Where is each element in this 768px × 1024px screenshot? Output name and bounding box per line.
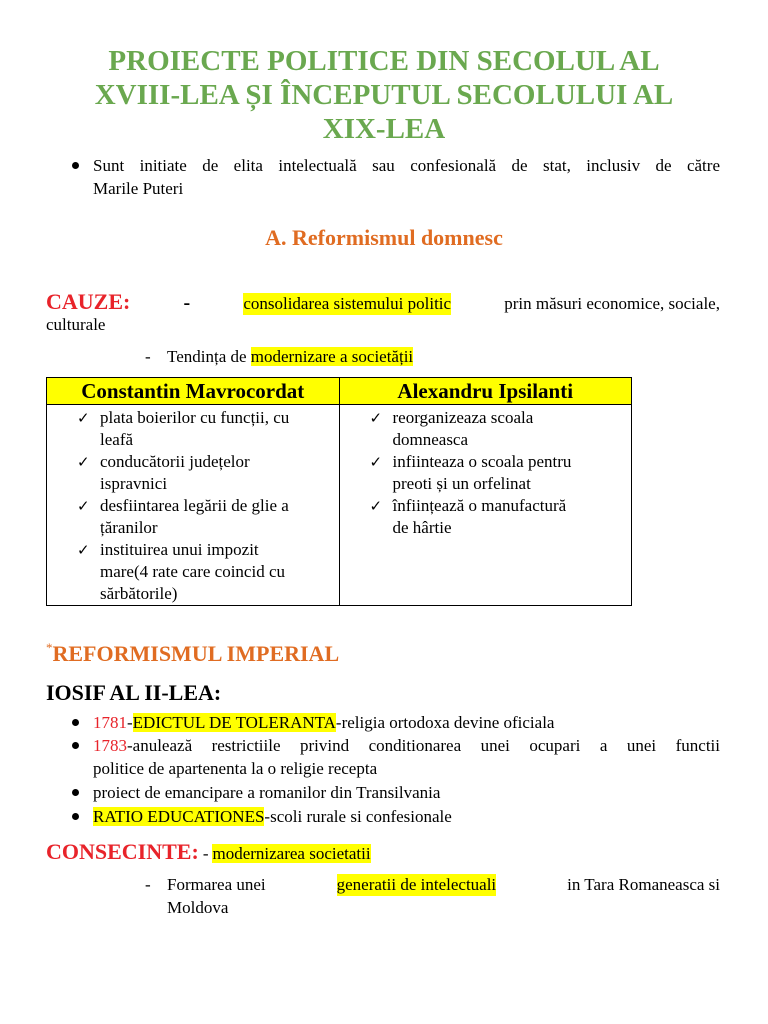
list-item-text: leafă bbox=[100, 430, 134, 449]
item-text: -scoli rurale si confesionale bbox=[264, 807, 452, 826]
ipsilanti-list bbox=[340, 407, 632, 539]
title-line-1: PROIECTE POLITICE DIN SECOLUL AL bbox=[108, 45, 660, 77]
checkmark-icon: ✓ bbox=[369, 497, 383, 515]
table-header-row bbox=[47, 378, 632, 405]
checkmark-icon: ✓ bbox=[77, 497, 90, 515]
edict-highlight: EDICTUL DE TOLERANTA bbox=[132, 713, 336, 732]
dash: - bbox=[127, 713, 133, 732]
cauze-dash: - bbox=[183, 292, 191, 314]
item-text: -religia ortodoxa devine oficiala bbox=[335, 713, 555, 732]
list-item-text: infiinteaza o scoala pentru bbox=[392, 452, 572, 471]
iosif-heading: IOSIF AL II-LEA: bbox=[46, 680, 222, 705]
list-item bbox=[47, 407, 339, 451]
item-text: -anulează restrictiile privind conditionarea unei ocupari a unei functii bbox=[127, 736, 720, 755]
list-item bbox=[340, 451, 632, 495]
title-line-2: XVIII-LEA ȘI ÎNCEPUTUL SECOLULUI AL bbox=[94, 79, 674, 111]
checkmark-icon: ✓ bbox=[369, 409, 383, 427]
section-a-heading: A. Reformismul domnesc bbox=[265, 225, 503, 250]
comparison-table bbox=[46, 377, 632, 606]
cauze-rest: prin măsuri economice, sociale, bbox=[504, 294, 720, 313]
consecinte-highlight: modernizarea societatii bbox=[212, 844, 371, 863]
iosif-item-1 bbox=[93, 712, 554, 734]
list-item-text: de hârtie bbox=[392, 518, 452, 537]
intro-line-1: Sunt initiate de elita intelectuală sau confesională de stat, inclusiv de către bbox=[93, 156, 720, 175]
mavrocordat-list bbox=[47, 407, 339, 605]
iosif-item-2 bbox=[93, 735, 720, 757]
bullet-dot-icon bbox=[72, 719, 79, 726]
checkmark-icon: ✓ bbox=[77, 409, 90, 427]
cauze-label: CAUZE: bbox=[46, 289, 131, 314]
list-item bbox=[47, 539, 339, 605]
cauze-item bbox=[167, 346, 413, 368]
bullet-dot-icon bbox=[72, 162, 79, 169]
table-header-mavrocordat: Constantin Mavrocordat bbox=[47, 378, 340, 405]
list-item bbox=[340, 495, 632, 539]
bullet-dot-icon bbox=[72, 813, 79, 820]
bullet-dot-icon bbox=[72, 742, 79, 749]
imperial-heading bbox=[46, 640, 339, 668]
generatii-highlight: generatii de intelectuali bbox=[336, 875, 497, 894]
consecinte-line bbox=[46, 838, 371, 866]
dash: - bbox=[202, 844, 209, 863]
list-item-text: desfiintarea legării de glie a bbox=[100, 496, 289, 515]
asterisk: * bbox=[46, 640, 53, 655]
table-header-ipsilanti: Alexandru Ipsilanti bbox=[339, 378, 632, 405]
cauze-line-2: culturale bbox=[46, 315, 106, 334]
year-1781: 1781 bbox=[93, 713, 127, 732]
intro-line-2: Marile Puteri bbox=[93, 179, 184, 198]
checkmark-icon: ✓ bbox=[369, 453, 383, 471]
bullet-dot-icon bbox=[72, 789, 79, 796]
list-item bbox=[340, 407, 632, 451]
list-item-text: reorganizeaza scoala bbox=[392, 408, 534, 427]
item-text: in Tara Romaneasca si bbox=[567, 875, 720, 894]
list-item-text: plata boierilor cu funcții, cu bbox=[100, 408, 290, 427]
cauze-item-dash: - bbox=[145, 347, 151, 366]
consecinte-label: CONSECINTE: bbox=[46, 839, 199, 864]
imperial-heading-text: REFORMISMUL IMPERIAL bbox=[52, 641, 340, 666]
mavrocordat-cell bbox=[47, 405, 340, 606]
list-item-text: sărbătorile) bbox=[100, 584, 178, 603]
iosif-item-2-line-2: politice de apartenenta la o religie recepta bbox=[93, 759, 378, 778]
list-item-text: conducătorii județelor bbox=[100, 452, 250, 471]
consecinte-item-line-2: Moldova bbox=[167, 898, 229, 917]
list-item-text: instituirea unui impozit bbox=[100, 540, 259, 559]
list-item-text: țăranilor bbox=[100, 518, 158, 537]
consecinte-item bbox=[167, 874, 720, 896]
title-line-3: XIX-LEA bbox=[322, 113, 446, 145]
list-item-text: înființează o manufactură bbox=[392, 496, 567, 515]
page-title bbox=[40, 44, 728, 146]
table-row bbox=[47, 405, 632, 606]
list-item-text: domneasca bbox=[392, 430, 469, 449]
list-item bbox=[47, 495, 339, 539]
ratio-highlight: RATIO EDUCATIONES bbox=[93, 807, 265, 826]
list-item bbox=[47, 451, 339, 495]
year-1783: 1783 bbox=[93, 736, 127, 755]
item-text: Formarea unei bbox=[167, 875, 266, 894]
cauze-item-prefix: Tendința de bbox=[167, 347, 247, 366]
checkmark-icon: ✓ bbox=[77, 541, 90, 559]
iosif-item-4 bbox=[93, 806, 452, 828]
list-item-text: preoti și un orfelinat bbox=[392, 474, 531, 493]
cauze-highlight: consolidarea sistemului politic bbox=[243, 294, 452, 313]
cauze-line bbox=[46, 291, 720, 315]
ipsilanti-cell bbox=[339, 405, 632, 606]
list-item-text: ispravnici bbox=[100, 474, 168, 493]
consecinte-item-dash: - bbox=[145, 875, 151, 894]
cauze-item-highlight: modernizare a societății bbox=[250, 347, 414, 366]
iosif-item-3: proiect de emancipare a romanilor din Transilvania bbox=[93, 783, 441, 802]
checkmark-icon: ✓ bbox=[77, 453, 90, 471]
list-item-text: mare(4 rate care coincid cu bbox=[100, 562, 285, 581]
